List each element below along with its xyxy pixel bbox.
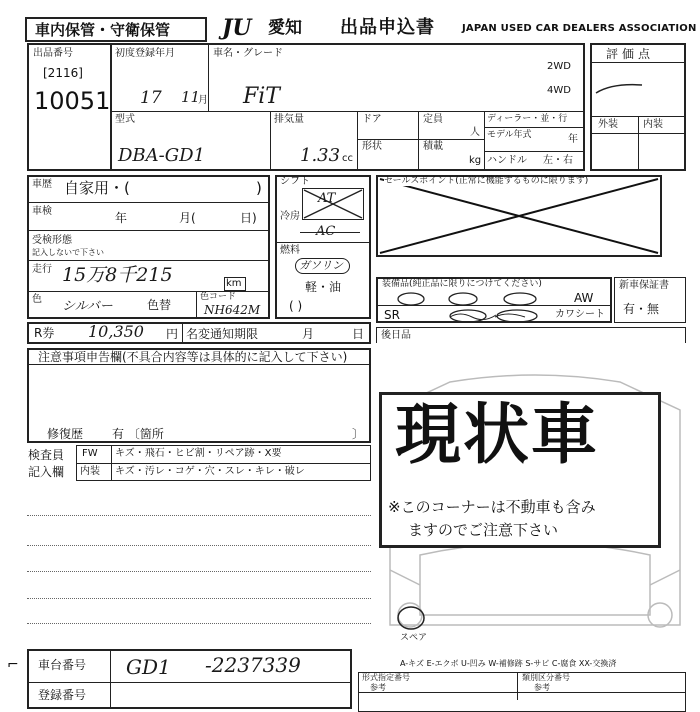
chassis-prefix: GD1 <box>126 655 171 679</box>
car-name-value: FiT <box>243 84 280 109</box>
capacity-unit: 人 <box>470 127 480 138</box>
ownership-note: 記入しないで下さい <box>32 248 104 257</box>
fuel-alt: 軽・油 <box>305 280 342 294</box>
inspection-year: 年 <box>115 211 128 225</box>
shift-label: シフト <box>280 176 310 187</box>
genjo-title: 現状車 <box>395 396 599 473</box>
equipment-aw: AW <box>574 291 594 305</box>
mileage-unit: km <box>226 278 242 289</box>
type-label: 車歴 <box>32 179 52 190</box>
spare-tire-icon <box>396 605 426 631</box>
spare-label: スペア <box>400 633 428 643</box>
interior-label: 内装 <box>643 119 663 130</box>
fuel-paren: ( ) <box>289 299 303 313</box>
name-change-label: 名変通知期限 <box>186 327 259 341</box>
category-label: 類別区分番号 <box>522 673 570 682</box>
name-change-month: 月 <box>302 327 315 341</box>
registration-label: 初度登録年月 <box>115 48 175 59</box>
recycle-unit: 円 <box>166 327 179 341</box>
model-label: 型式 <box>115 114 135 125</box>
shift-value: AT <box>318 191 336 206</box>
handle-value: 左・右 <box>543 155 573 166</box>
registration-month: 11 <box>181 88 201 106</box>
category-ref: 参考 <box>534 683 550 692</box>
registration-year: 17 <box>140 88 162 108</box>
year-unit: 年 <box>568 134 578 145</box>
type-close: ) <box>256 179 262 197</box>
after-day-label: 後日品 <box>381 330 411 341</box>
ju-logo <box>222 17 270 39</box>
mileage-label: 走行 <box>32 264 52 275</box>
drive-2wd: 2WD <box>547 61 571 72</box>
fuel-label: 燃料 <box>280 245 300 256</box>
equipment-label: 装備品(純正品に限りにつけてください) <box>382 279 542 289</box>
color-label: 色 <box>32 294 42 305</box>
inspector-label-1: 検査員 <box>28 448 65 462</box>
corner-mark: ⌐ <box>7 657 19 673</box>
recycle-label: R券 <box>34 326 55 340</box>
logo-sub-text: 愛知 <box>268 18 302 38</box>
registration-month-unit: 月 <box>198 95 208 106</box>
fuel-value: ガソリン <box>299 259 343 272</box>
ac-label: 冷房 <box>280 211 300 222</box>
genjo-note-2: ますのでご注意下さい <box>408 521 559 539</box>
displacement-value: 1.33 <box>300 145 341 166</box>
type-value: 自家用・( <box>64 179 130 197</box>
model-value: DBA-GD1 <box>118 145 206 166</box>
chassis-label: 車台番号 <box>38 658 87 672</box>
equipment-sr: SR <box>384 308 400 322</box>
color-code-label: 色コード <box>200 292 237 302</box>
model-year-label: モデル年式 <box>487 130 532 140</box>
warranty-label: 新車保証書 <box>619 280 669 291</box>
fw-items: キズ・飛石・ヒビ割・リペア跡・X要 <box>115 448 282 459</box>
color-code-value: NH642M <box>204 303 261 317</box>
sales-point-label: セールスポイント(正常に機能するものに限ります) <box>384 176 589 186</box>
chassis-number: -2237339 <box>205 653 301 677</box>
lot-label: 出品番号 <box>33 48 73 59</box>
recycle-value: 10,350 <box>88 322 144 341</box>
lot-code: [2116] <box>43 66 83 80</box>
color-value: シルバー <box>62 299 113 314</box>
dealer-label: ディーラー・並・行 <box>487 114 568 124</box>
name-change-day: 日 <box>352 327 365 341</box>
displacement-unit: cc <box>342 153 353 164</box>
interior-items: キズ・汚レ・コゲ・穴・スレ・キレ・破レ <box>115 466 305 477</box>
ownership-label: 受検形態 <box>32 235 72 246</box>
genjo-note-1: ※このコーナーは不動車も含み <box>388 498 596 516</box>
type-number-label: 形式指定番号 <box>362 673 410 682</box>
damage-legend: A-キズ E-エクボ U-凹み W-補修跡 S-サビ C-腐食 XX-交換済 <box>400 659 617 668</box>
mileage-value: 15万8千215 <box>62 264 173 286</box>
car-name-label: 車名・グレード <box>213 48 283 59</box>
equipment-scribbles <box>395 287 570 325</box>
door-label: ドア <box>362 114 382 125</box>
ac-value: AC <box>316 224 336 239</box>
type-ref: 参考 <box>370 683 386 692</box>
evaluation-mark <box>592 75 652 97</box>
after-day-box <box>376 327 686 343</box>
handle-label: ハンドル <box>487 155 527 166</box>
equipment-leather: カワシート <box>555 309 605 320</box>
ju-logo-text: JU <box>222 15 252 41</box>
lot-number: 10051 <box>34 87 111 115</box>
capacity-label: 定員 <box>423 114 443 125</box>
sales-point-cross <box>376 175 662 257</box>
exterior-label: 外装 <box>598 119 618 130</box>
inspection-month: 月( <box>179 211 196 225</box>
inspector-label-2: 記入欄 <box>28 465 65 479</box>
repair-value: 有 〔箇所 <box>112 427 164 441</box>
displacement-label: 排気量 <box>274 114 304 125</box>
interior-insp-label: 内装 <box>80 466 100 477</box>
load-label: 積載 <box>423 141 443 152</box>
notes-label: 注意事項申告欄(不具合内容等は具体的に記入して下さい) <box>38 350 348 364</box>
association-name: JAPAN USED CAR DEALERS ASSOCIATION <box>462 23 697 34</box>
inspection-day: 日) <box>240 211 257 225</box>
repair-label: 修復歴 <box>47 427 84 441</box>
inspection-label: 車検 <box>32 206 52 217</box>
storage-stamp <box>25 17 207 42</box>
warranty-value: 有・無 <box>623 302 660 316</box>
shape-label: 形状 <box>362 141 382 152</box>
load-unit: kg <box>469 155 482 166</box>
fw-label: FW <box>82 448 98 459</box>
form-title: 出品申込書 <box>340 17 435 38</box>
recolor-label: 色替 <box>147 298 172 312</box>
evaluation-label: 評価点 <box>606 47 655 61</box>
storage-stamp-text: 車内保管・守衛保管 <box>35 21 171 39</box>
repair-close: 〕 <box>352 427 365 441</box>
registration-number-label: 登録番号 <box>38 688 87 702</box>
drive-4wd: 4WD <box>547 85 571 96</box>
